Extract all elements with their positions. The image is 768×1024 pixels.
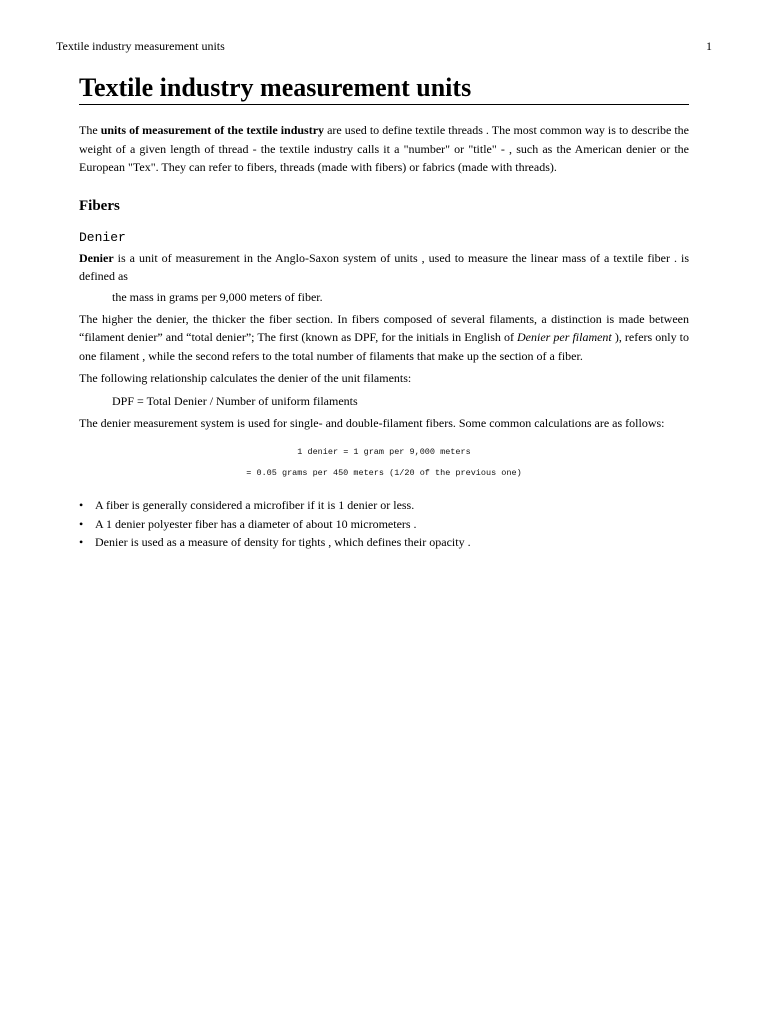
list-item-text: A fiber is generally considered a microfiber if it is 1 denier or less.: [95, 498, 415, 512]
calc-line: 1 denier = 1 gram per 9,000 meters: [297, 447, 471, 457]
section-heading-fibers: Fibers: [79, 197, 120, 214]
list-item-text: Denier is used as a measure of density for tights , which defines their opacity .: [95, 535, 471, 549]
page-number: 1: [706, 39, 712, 53]
calc-line: = 0.05 grams per 450 meters (1/20 of the previous one): [246, 468, 522, 478]
system-intro: The denier measurement system is used for single- and double-filament fibers. Some common calculations are as follows:: [79, 415, 665, 430]
intro-text-pre: The: [79, 123, 101, 137]
running-header: [56, 38, 712, 54]
denier-bold-term: Denier: [79, 250, 114, 265]
denier-definition: [79, 249, 689, 286]
bullet-icon: •: [79, 516, 84, 531]
bullet-icon: •: [79, 535, 84, 549]
page-title: Textile industry measurement units: [79, 72, 689, 105]
dpf-formula: DPF = Total Denier / Number of uniform filaments: [112, 393, 358, 408]
list-item: [79, 515, 689, 534]
running-title: Textile industry measurement units: [56, 39, 225, 53]
bullet-icon: •: [79, 498, 84, 512]
relationship-intro: The following relationship calculates the denier of the unit filaments:: [79, 371, 412, 385]
denier-per-filament-italic: Denier per filament: [517, 330, 612, 344]
denier-facts-list: [79, 496, 689, 552]
list-item: [79, 533, 689, 552]
calculation-block: [79, 442, 689, 484]
denier-paragraph-2: [79, 310, 689, 366]
denier-paragraph-2-post: ), refers only to one filament , while the second refers to the total number of filaments that make up the section of a fiber.: [79, 330, 689, 363]
denier-paragraph-2-pre: The higher the denier, the thicker the fiber section. In fibers composed of several filaments, a distinction is made between “filament denier” and “total denier”; The first (known as DPF, for the initials in English of: [79, 311, 689, 344]
denier-definition-text: is a unit of measurement in the Anglo-Saxon system of units , used to measure the linear mass of a textile fiber . is defined as: [79, 250, 689, 283]
intro-paragraph: [79, 121, 689, 177]
denier-defined-as: the mass in grams per 9,000 meters of fiber.: [112, 289, 323, 304]
article-body: [79, 72, 689, 552]
list-item: [79, 496, 689, 515]
intro-text-post: are used to define textile threads . The most common way is to describe the weight of a given length of thread - the textile industry calls it a "number" or "title" - , such as the American denier or the European "Tex". They can refer to fibers, threads (made with fibers) or fabrics (made with threads).: [79, 123, 690, 174]
list-item-text: A 1 denier polyester fiber has a diameter of about 10 micrometers .: [95, 516, 417, 531]
intro-bold-term: units of measurement of the textile industry: [100, 123, 325, 137]
subsection-heading-denier: Denier: [79, 229, 126, 245]
